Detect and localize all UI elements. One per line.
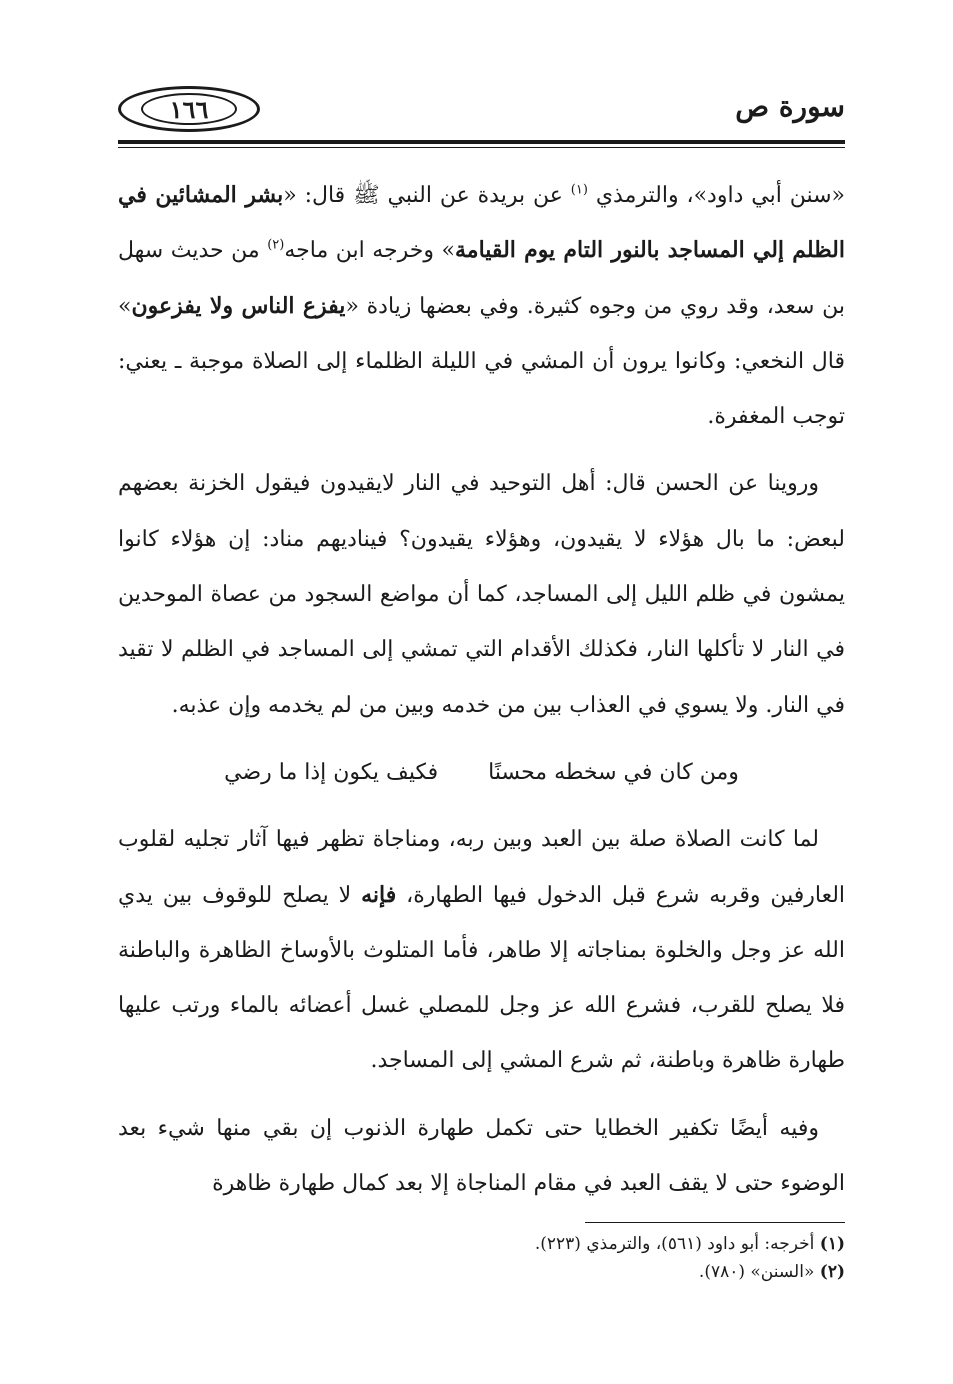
text-run: لا يصلح للوقوف بين يدي الله عز وجل والخلوة بمناجاته إلا طاهر، فأما المتلوث بالأوساخ الظاهرة والباطنة فلا يصلح للقرب، فشرع الله عز وجل للمصلي غسل أعضائه بالماء ورتب عليها طهارة ظاهرة وباطنة، ثم شرع المشي إلى المساجد. xyxy=(118,882,845,1074)
page-number: ١٦٦ xyxy=(141,93,237,125)
footnotes xyxy=(118,1230,845,1286)
page-number-badge xyxy=(118,86,260,132)
verse-second-hemistich: فكيف يكون إذا ما رضي xyxy=(224,759,439,785)
header-rule xyxy=(118,140,845,144)
bold-word: فإنه xyxy=(361,881,397,908)
paragraph-3 xyxy=(118,812,845,1088)
footnote-number: (١) xyxy=(819,1234,845,1254)
page-header xyxy=(118,80,845,136)
text-run: عن بريدة عن النبي ﷺ قال: « xyxy=(283,183,563,208)
footnote-text: أخرجه: أبو داود (٥٦١)، والترمذي (٢٢٣). xyxy=(534,1234,815,1254)
text-run: «سنن أبي داود»، والترمذي xyxy=(595,183,846,208)
surah-title: سورة ص xyxy=(735,90,845,123)
text-run: من حديث سهل بن سعد، وقد روي من وجوه كثيرة. وفي بعضها زيادة « xyxy=(118,238,846,319)
footnote-1 xyxy=(118,1230,845,1258)
verse-first-hemistich: ومن كان في سخطه محسنًا xyxy=(488,759,739,785)
paragraph-1 xyxy=(118,168,845,444)
poetry-verse xyxy=(118,745,845,800)
footnote-number: (٢) xyxy=(819,1262,845,1282)
hadith-text: بشر المشائين في الظلم إلي المساجد بالنور التام يوم القيامة xyxy=(118,182,845,264)
footnote-text: «السنن» (٧٨٠). xyxy=(698,1262,815,1282)
paragraph-2: وروينا عن الحسن قال: أهل التوحيد في النار لايقيدون فيقول الخزنة بعضهم لبعض: ما بال هؤلاء لا يقيدون، وهؤلاء يقيدون؟ فيناديهم مناد: إن هؤلاء كانوا يمشون في ظلم الليل إلى المساجد، كما أن مواضع السجود من عصاة الموحدين في النار لا تأكلها النار، فكذلك الأقدام التي تمشي إلى المساجد في الظلم لا تقيد في النار. ولا يسوي في العذاب بين من خدمه وبين من لم يخدمه وإن عذبه. xyxy=(118,471,845,718)
header-rule-thin xyxy=(118,147,845,148)
hadith-addition: يفزع الناس ولا يفزعون xyxy=(131,292,346,319)
footnote-ref-1: (١) xyxy=(570,182,588,198)
paragraph-4: وفيه أيضًا تكفير الخطايا حتى تكمل طهارة الذنوب إن بقي منها شيء بعد الوضوء حتى لا يقف العبد في مقام المناجاة إلا بعد كمال طهارة ظاهرة xyxy=(118,1115,845,1197)
text-run: لما كانت الصلاة صلة بين العبد وبين ربه، ومناجاة تظهر فيها آثار تجليه لقلوب العارفين وقربه شرع قبل الدخول فيها الطهارة، xyxy=(118,827,846,908)
text-run: » قال النخعي: وكانوا يرون أن المشي في الليلة الظلماء إلى الصلاة موجبة ـ يعني: توجب المغفرة. xyxy=(118,293,845,430)
footnote-2 xyxy=(118,1258,845,1286)
footnote-separator xyxy=(585,1222,845,1223)
footnote-ref-2: (٢) xyxy=(267,237,285,253)
text-run: » وخرجه ابن ماجه xyxy=(284,238,456,264)
main-text xyxy=(118,168,845,1211)
